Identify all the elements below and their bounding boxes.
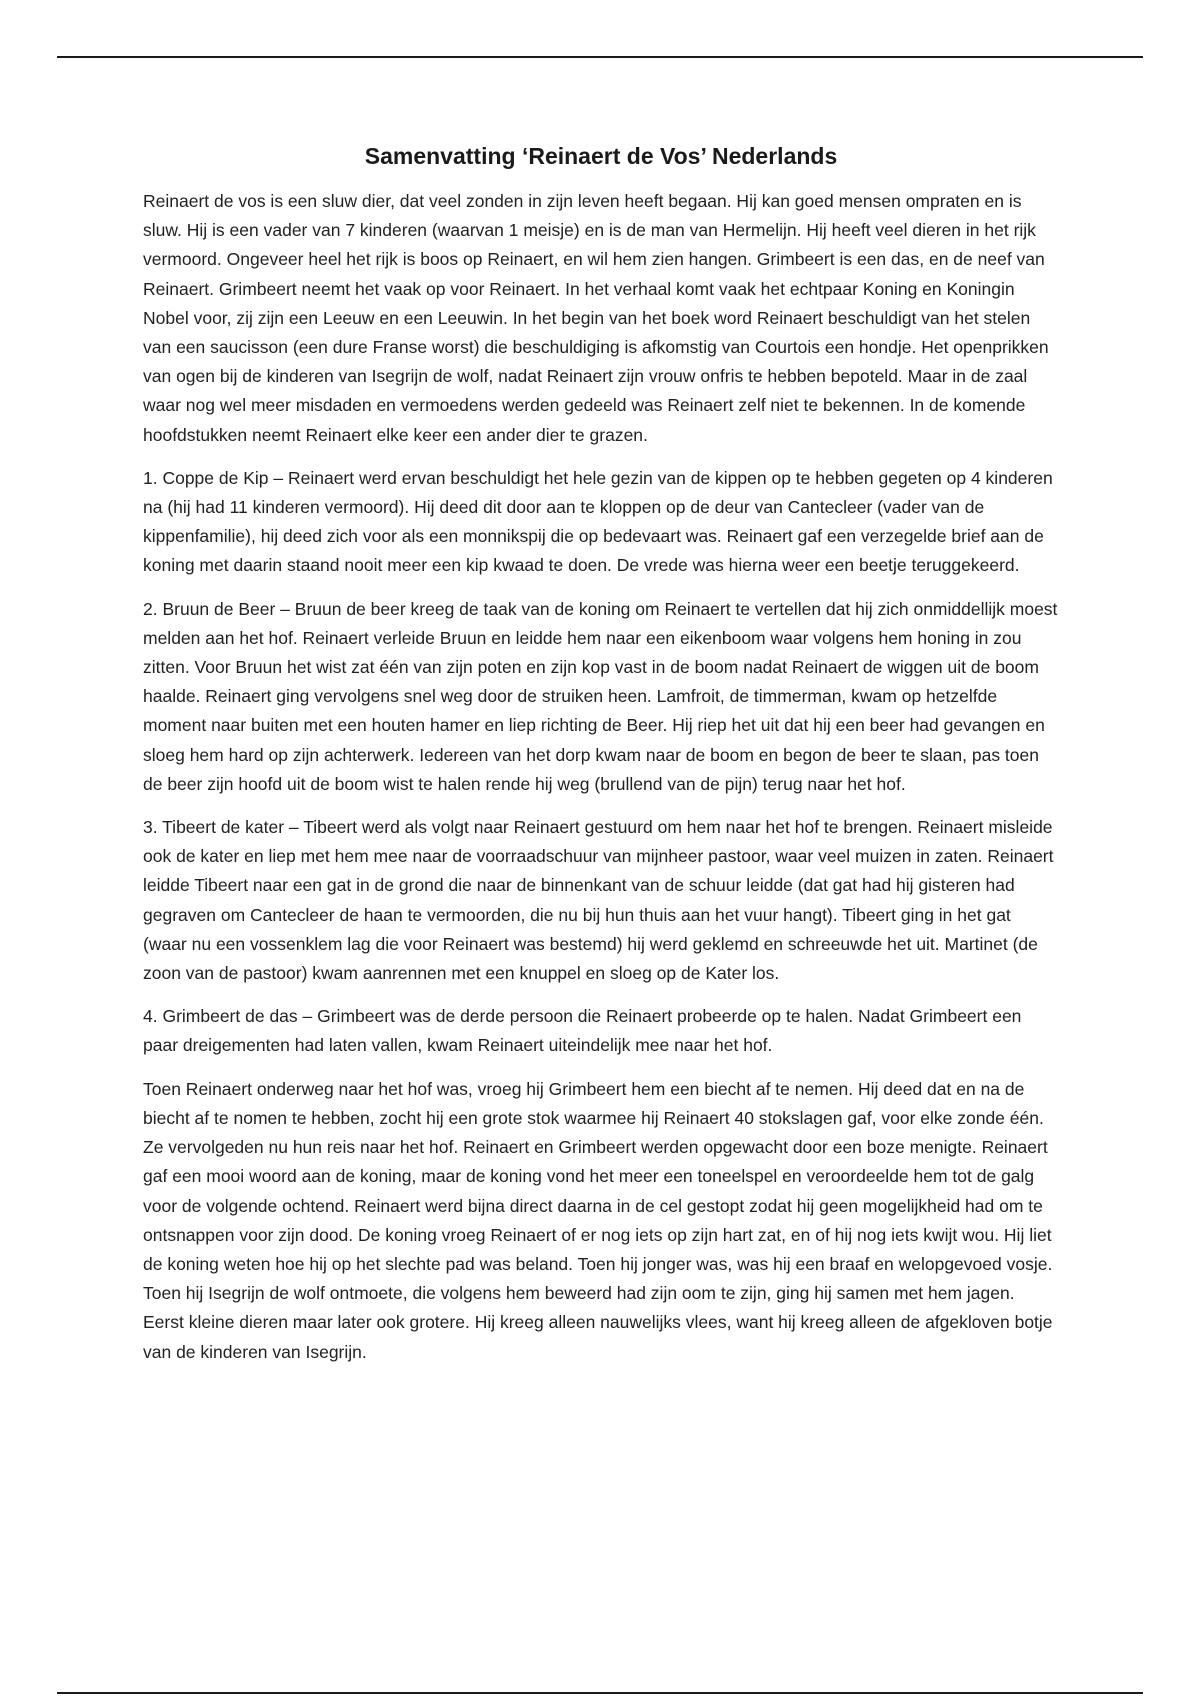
document-page xyxy=(143,140,1059,1381)
paragraph-intro: Reinaert de vos is een sluw dier, dat veel zonden in zijn leven heeft begaan. Hij kan goed mensen ompraten en is sluw. Hij is een vader van 7 kinderen (waarvan 1 meisje) en is de man van Hermelijn. Hij heeft veel dieren in het rijk vermoord. Ongeveer heel het rijk is boos op Reinaert, en wil hem zien hangen. Grimbeert is een das, en de neef van Reinaert. Grimbeert neemt het vaak op voor Reinaert. In het verhaal komt vaak het echtpaar Koning en Koningin Nobel voor, zij zijn een Leeuw en een Leeuwin. In het begin van het boek word Reinaert beschuldigt van het stelen van een saucisson (een dure Franse worst) die beschuldiging is afkomstig van Courtois een hondje. Het openprikken van ogen bij de kinderen van Isegrijn de wolf, nadat Reinaert zijn vrouw onfris te hebben bepoteld. Maar in de zaal waar nog wel meer misdaden en vermoedens werden gedeeld was Reinaert zelf niet te bekennen. In de komende hoofdstukken neemt Reinaert elke keer een ander dier te grazen. xyxy=(143,191,1049,445)
paragraph-tibeert-de-kater: 3. Tibeert de kater – Tibeert werd als volgt naar Reinaert gestuurd om hem naar het hof te brengen. Reinaert misleide ook de kater en liep met hem mee naar de voorraadschuur van mijnheer pastoor, waar veel muizen in zaten. Reinaert leidde Tibeert naar een gat in de grond die naar de binnenkant van de schuur leidde (dat gat had hij gisteren had gegraven om Cantecleer de haan te vermoorden, die nu bij hun thuis aan het vuur hangt). Tibeert ging in het gat (waar nu een vossenklem lag die voor Reinaert was bestemd) hij werd geklemd en schreeuwde het uit. Martinet (de zoon van de pastoor) kwam aanrennen met een knuppel en sloeg op de Kater los. xyxy=(143,817,1054,984)
paragraph-coppe-de-kip: 1. Coppe de Kip – Reinaert werd ervan beschuldigt het hele gezin van de kippen op te hebben gegeten op 4 kinderen na (hij had 11 kinderen vermoord). Hij deed dit door aan te kloppen op de deur van Cantecleer (vader van de kippenfamilie), hij deed zich voor als een monnikspij die op bedevaart was. Reinaert gaf een verzegelde brief aan de koning met daarin staand nooit meer een kip kwaad te doen. De vrede was hierna weer een beetje teruggekeerd. xyxy=(143,467,1053,576)
paragraph-biecht: Toen Reinaert onderweg naar het hof was, vroeg hij Grimbeert hem een biecht af te nemen. Hij deed dat en na de biecht af te nomen te hebben, zocht hij een grote stok waarmee hij Reinaert 40 stokslagen gaf, voor elke zonde één. Ze vervolgeden nu hun reis naar het hof. Reinaert en Grimbeert werden opgewacht door een boze menigte. Reinaert gaf een mooi woord aan de koning, maar de koning vond het meer een toneelspel en veroordeelde hem tot de galg voor de volgende ochtend. Reinaert werd bijna direct daarna in de cel gestopt zodat hij geen mogelijkheid had om te ontsnappen voor zijn dood. De koning vroeg Reinaert of er nog iets op zijn hart zat, en of hij nog iets kwijt wou. Hij liet de koning weten hoe hij op het slechte pad was beland. Toen hij jonger was, was hij een braaf en welopgevoed vosje. Toen hij Isegrijn de wolf ontmoete, die volgens hem beweerd had zijn oom te zijn, ging hij samen met hem jagen. Eerst kleine dieren maar later ook grotere. Hij kreeg alleen nauwelijks vlees, want hij kreeg alleen de afgekloven botje van de kinderen van Isegrijn. xyxy=(143,1078,1053,1362)
paragraph-bruun-de-beer: 2. Bruun de Beer – Bruun de beer kreeg de taak van de koning om Reinaert te vertellen dat hij zich onmiddellijk moest melden aan het hof. Reinaert verleide Bruun en leidde hem naar een eikenboom waar volgens hem honing in zou zitten. Voor Bruun het wist zat één van zijn poten en zijn kop vast in de boom nadat Reinaert de wiggen uit de boom haalde. Reinaert ging vervolgens snel weg door de struiken heen. Lamfroit, de timmerman, kwam op hetzelfde moment naar buiten met een houten hamer en liep richting de Beer. Hij riep het uit dat hij een beer had gevangen en sloeg hem hard op zijn achterwerk. Iedereen van het dorp kwam naar de boom en begon de beer te slaan, pas toen de beer zijn hoofd uit de boom wist te halen rende hij weg (brullend van de pijn) terug naar het hof. xyxy=(143,598,1058,794)
document-title: Samenvatting ‘Reinaert de Vos’ Nederlands xyxy=(364,143,838,169)
header-rule xyxy=(57,56,1143,58)
footer-rule xyxy=(57,1692,1143,1694)
paragraph-grimbeert-de-das: 4. Grimbeert de das – Grimbeert was de derde persoon die Reinaert probeerde op te halen. Nadat Grimbeert een paar dreigementen had laten vallen, kwam Reinaert uiteindelijk mee naar het hof. xyxy=(143,1006,1022,1056)
